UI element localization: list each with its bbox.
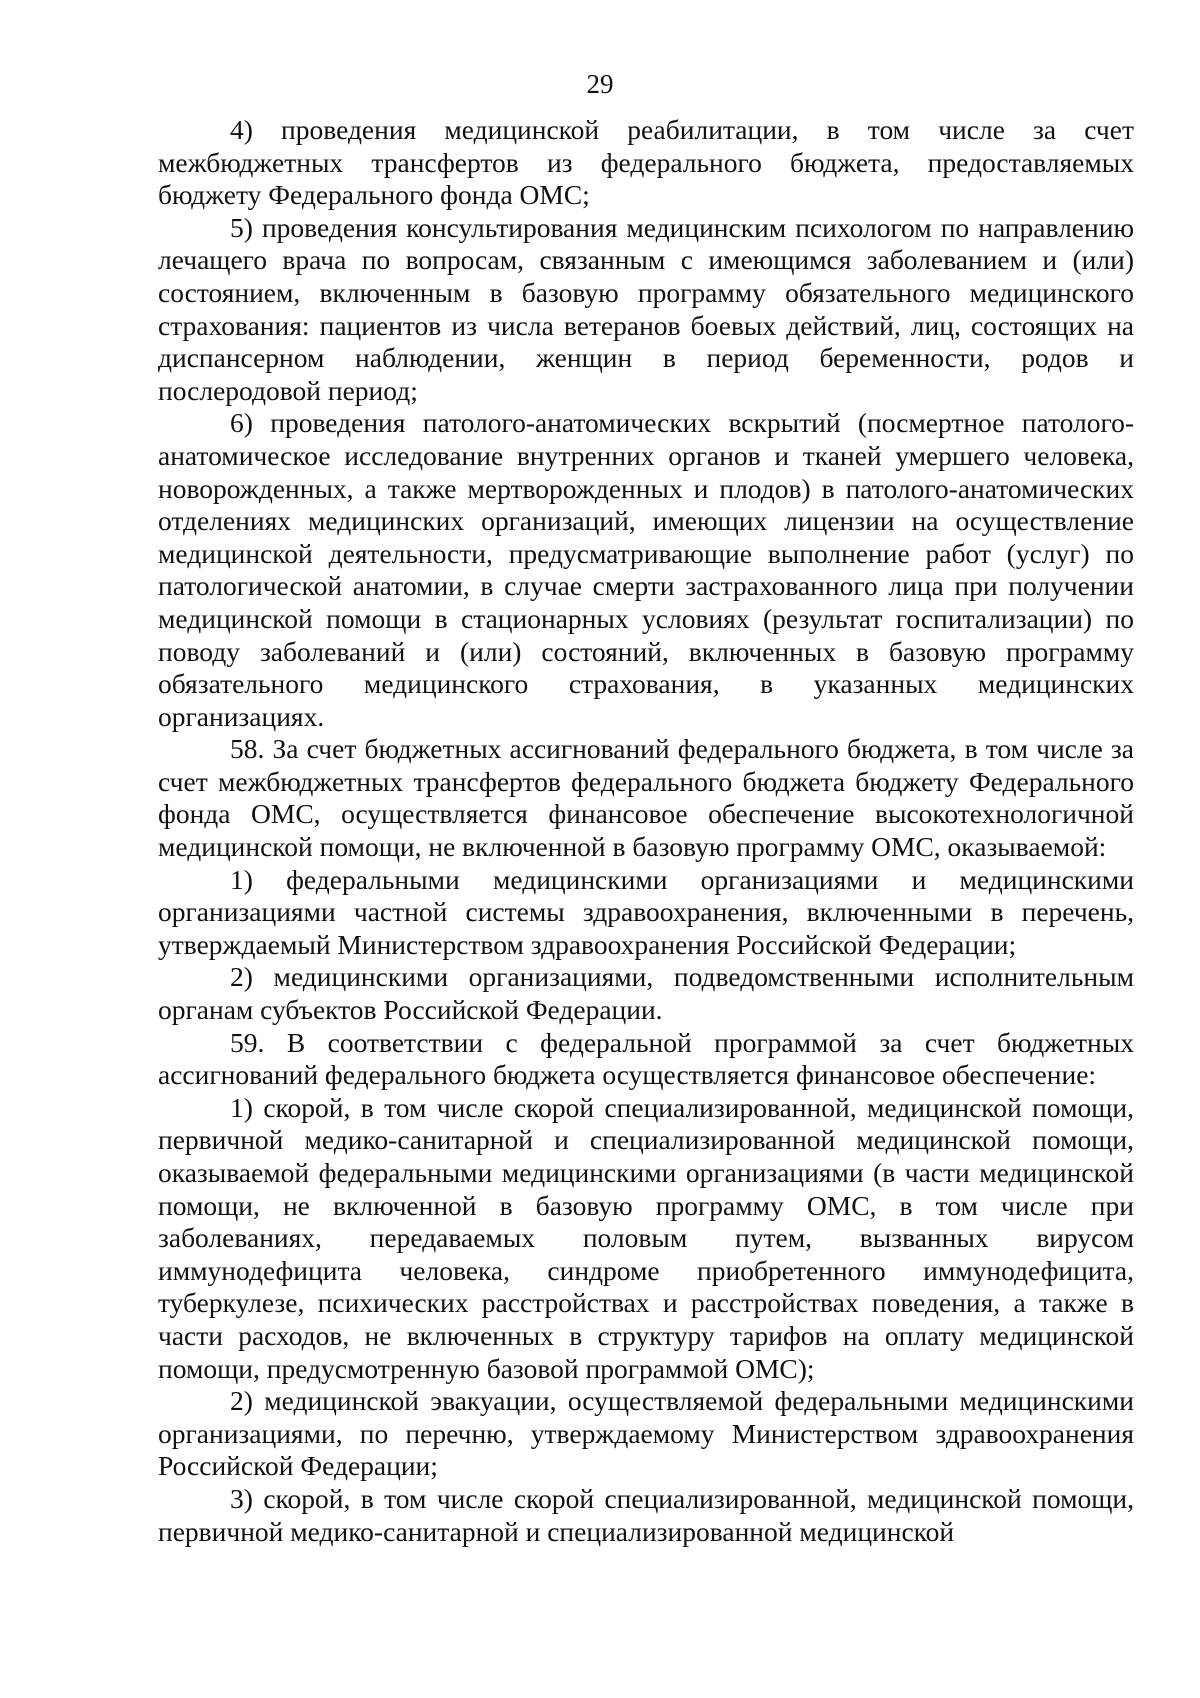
paragraph-item-6: 6) проведения патолого-анатомических вскрытий (посмертное патолого-анатомическое исследование внутренних органов и тканей умершего человека, новорожденных, а также мертворожденных и плодов) в патолого-анатомических отделениях медицинских организаций, имеющих лицензии на осуществление медицинской деятельности, предусматривающие выполнение работ (услуг) по патологической анатомии, в случае смерти застрахованного лица при получении медицинской помощи в стационарных условиях (результат госпитализации) по поводу заболеваний и (или) состояний, включенных в базовую программу обязательного медицинского страхования, в указанных медицинских организациях. xyxy=(158,407,1134,732)
paragraph-clause-59-item-2: 2) медицинской эвакуации, осуществляемой федеральными медицинскими организациями, по перечню, утверждаемому Министерством здравоохранения Российской Федерации; xyxy=(158,1385,1134,1482)
paragraph-clause-58-item-1: 1) федеральными медицинскими организациями и медицинскими организациями частной системы здравоохранения, включенными в перечень, утверждаемый Министерством здравоохранения Российской Федерации; xyxy=(158,863,1134,960)
document-body xyxy=(158,114,1134,1548)
paragraph-clause-59: 59. В соответствии с федеральной программой за счет бюджетных ассигнований федерального бюджета осуществляется финансовое обеспечение: xyxy=(158,1026,1134,1091)
page-number: 29 xyxy=(586,69,614,99)
paragraph-clause-59-item-3: 3) скорой, в том числе скорой специализированной, медицинской помощи, первичной медико-санитарной и специализированной медицинской xyxy=(158,1482,1134,1547)
paragraph-item-4: 4) проведения медицинской реабилитации, в том числе за счет межбюджетных трансфертов из федерального бюджета, предоставляемых бюджету Федерального фонда ОМС; xyxy=(158,114,1134,211)
paragraph-clause-58: 58. За счет бюджетных ассигнований федерального бюджета, в том числе за счет межбюджетных трансфертов федерального бюджета бюджету Федерального фонда ОМС, осуществляется финансовое обеспечение высокотехнологичной медицинской помощи, не включенной в базовую программу ОМС, оказываемой: xyxy=(158,733,1134,863)
paragraph-clause-59-item-1: 1) скорой, в том числе скорой специализированной, медицинской помощи, первичной медико-санитарной и специализированной медицинской помощи, оказываемой федеральными медицинскими организациями (в части медицинской помощи, не включенной в базовую программу ОМС, в том числе при заболеваниях, передаваемых половым путем, вызванных вирусом иммунодефицита человека, синдроме приобретенного иммунодефицита, туберкулезе, психических расстройствах и расстройствах поведения, а также в части расходов, не включенных в структуру тарифов на оплату медицинской помощи, предусмотренную базовой программой ОМС); xyxy=(158,1091,1134,1384)
paragraph-clause-58-item-2: 2) медицинскими организациями, подведомственными исполнительным органам субъектов Российской Федерации. xyxy=(158,961,1134,1026)
paragraph-item-5: 5) проведения консультирования медицинским психологом по направлению лечащего врача по вопросам, связанным с имеющимся заболеванием и (или) состоянием, включенным в базовую программу обязательного медицинского страхования: пациентов из числа ветеранов боевых действий, лиц, состоящих на диспансерном наблюдении, женщин в период беременности, родов и послеродовой период; xyxy=(158,211,1134,406)
